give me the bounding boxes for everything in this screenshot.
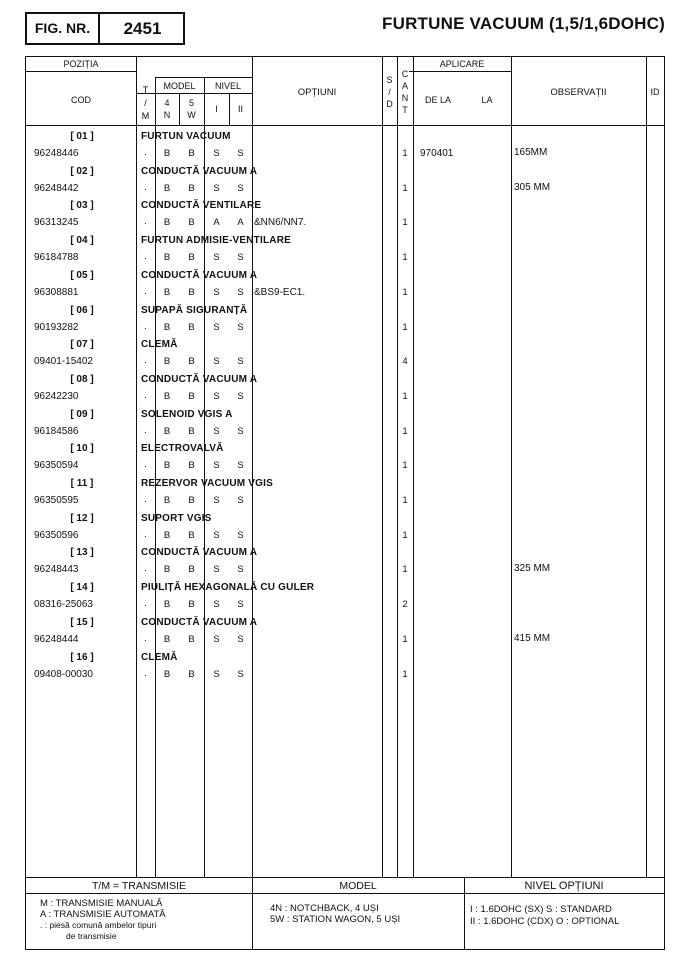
- col-optiuni: OPȚIUNI: [297, 87, 337, 98]
- part-code: 96248446: [34, 148, 79, 159]
- footer-nivel-title: NIVEL OPȚIUNI: [524, 880, 604, 892]
- part-nivel-2: S: [237, 286, 244, 298]
- part-code: 96242230: [34, 390, 79, 402]
- footer-tm-line: de transmisie: [66, 931, 117, 941]
- part-model-4n: B: [163, 182, 171, 194]
- col-cod: COD: [71, 95, 91, 105]
- part-tm: .: [144, 355, 147, 367]
- part-tm: .: [144, 494, 147, 505]
- part-name: CLEMĂ: [141, 651, 178, 663]
- part-model-4n: B: [163, 390, 171, 402]
- part-model-5w: B: [188, 217, 195, 229]
- part-qty: 4: [402, 356, 408, 368]
- part-model-5w: B: [188, 495, 195, 506]
- part-tm: .: [144, 598, 147, 610]
- part-nivel-1: S: [213, 633, 220, 645]
- part-model-4n: B: [163, 599, 171, 611]
- part-nivel-1: S: [213, 321, 220, 333]
- parts-table: [25, 56, 665, 950]
- col-model-4: 4: [164, 98, 170, 108]
- part-name: ELECTROVALVĂ: [141, 443, 224, 455]
- part-code: 09408-00030: [34, 668, 93, 680]
- col-tm-bot: M: [141, 111, 150, 121]
- part-nivel-2: S: [237, 148, 244, 159]
- part-model-4n: B: [163, 148, 171, 159]
- part-model-5w: B: [188, 564, 195, 576]
- part-nivel-1: S: [213, 356, 220, 368]
- part-name: FURTUN VACUUM: [141, 131, 231, 142]
- part-tm: .: [144, 147, 147, 158]
- col-tm-mid: /: [144, 98, 147, 108]
- part-nivel-2: A: [237, 217, 244, 229]
- part-optiuni: &NN6/NN7.: [254, 217, 307, 229]
- part-tm: .: [144, 320, 147, 332]
- col-model-5b: W: [187, 110, 196, 120]
- part-ref: [ 14 ]: [70, 582, 94, 594]
- part-model-4n: B: [163, 564, 171, 576]
- part-qty: 1: [402, 217, 408, 229]
- part-model-5w: B: [188, 599, 195, 611]
- part-name: FURTUN ADMISIE-VENTILARE: [141, 235, 291, 247]
- part-nivel-1: S: [213, 564, 220, 576]
- part-model-4n: B: [163, 460, 171, 472]
- part-observatii: 325 MM: [514, 563, 551, 575]
- part-nivel-1: S: [213, 425, 220, 437]
- part-tm: .: [144, 389, 147, 401]
- col-la: LA: [481, 95, 493, 105]
- part-name: CONDUCTĂ VACUUM A: [141, 373, 258, 385]
- footer-model-line: 5W : STATION WAGON, 5 UȘI: [270, 914, 401, 925]
- col-cant-n: N: [401, 93, 409, 103]
- col-observatii: OBSERVAȚII: [550, 87, 607, 98]
- part-qty: 1: [402, 564, 408, 576]
- part-observatii: 305 MM: [514, 181, 551, 193]
- part-model-5w: B: [188, 286, 195, 298]
- footer-nivel-line: II : 1.6DOHC (CDX) O : OPTIONAL: [470, 916, 620, 927]
- part-code: 96184586: [34, 425, 79, 437]
- part-qty: 1: [402, 390, 408, 402]
- col-model-4b: N: [163, 110, 171, 120]
- part-model-5w: B: [188, 460, 195, 472]
- part-ref: [ 07 ]: [70, 339, 94, 351]
- part-tm: .: [144, 632, 147, 644]
- part-code: 96308881: [34, 286, 79, 298]
- col-pozitia: POZIȚIA: [63, 59, 99, 69]
- part-model-5w: B: [188, 668, 195, 680]
- figure-number-box: [25, 12, 185, 45]
- part-model-5w: B: [188, 356, 195, 368]
- part-model-4n: B: [163, 217, 171, 229]
- part-code: 96248443: [34, 564, 79, 576]
- part-apply-from: 970401: [420, 148, 454, 159]
- part-model-5w: B: [188, 529, 195, 541]
- part-qty: 1: [402, 182, 408, 194]
- part-code: 96350595: [34, 495, 79, 506]
- col-nivel: NIVEL: [214, 81, 241, 91]
- part-qty: 1: [402, 460, 408, 472]
- part-nivel-1: S: [213, 495, 220, 506]
- part-nivel-1: S: [213, 599, 220, 611]
- part-name: SUPAPĂ SIGURANȚĂ: [141, 304, 248, 316]
- part-code: 96248442: [34, 182, 79, 194]
- part-qty: 2: [402, 599, 408, 611]
- part-nivel-2: S: [237, 390, 244, 402]
- part-code: 08316-25063: [34, 599, 93, 611]
- col-aplicare: APLICARE: [439, 59, 485, 69]
- part-tm: .: [144, 528, 147, 540]
- footer-tm-line: . : piesă comună ambelor tipuri: [40, 920, 157, 930]
- part-tm: .: [144, 424, 147, 436]
- part-nivel-2: S: [237, 182, 244, 194]
- part-nivel-2: S: [237, 599, 244, 611]
- part-name: CONDUCTĂ VACUUM A: [141, 269, 258, 281]
- part-qty: 1: [402, 286, 408, 298]
- part-nivel-1: S: [213, 668, 220, 680]
- part-nivel-2: S: [237, 633, 244, 645]
- part-tm: .: [144, 216, 147, 228]
- part-model-5w: B: [188, 182, 195, 194]
- page-title: FURTUNE VACUUM (1,5/1,6DOHC): [382, 14, 665, 33]
- col-sd-d: D: [386, 99, 393, 109]
- part-nivel-1: S: [213, 252, 220, 264]
- part-nivel-2: S: [237, 564, 244, 576]
- col-cant-t: T: [402, 105, 408, 115]
- part-model-4n: B: [163, 633, 171, 645]
- part-qty: 1: [402, 633, 408, 645]
- col-model: MODEL: [163, 81, 196, 91]
- part-model-5w: B: [188, 390, 195, 402]
- part-nivel-1: S: [213, 182, 220, 194]
- part-ref: [ 02 ]: [70, 165, 94, 177]
- col-sd-s: S: [386, 75, 393, 85]
- part-name: PIULIȚĂ HEXAGONALĂ CU GULER: [141, 582, 315, 594]
- part-model-4n: B: [163, 321, 171, 333]
- part-ref: [ 08 ]: [70, 373, 94, 385]
- part-ref: [ 16 ]: [70, 651, 94, 663]
- part-ref: [ 03 ]: [70, 200, 94, 212]
- part-name: CONDUCTĂ VACUUM A: [141, 547, 258, 559]
- part-qty: 1: [402, 529, 408, 541]
- part-optiuni: &BS9-EC1.: [254, 286, 306, 298]
- col-de-la: DE LA: [424, 95, 451, 105]
- part-model-4n: B: [163, 356, 171, 368]
- col-nivel-2: II: [237, 104, 243, 114]
- part-nivel-2: S: [237, 668, 244, 680]
- part-nivel-1: S: [213, 390, 220, 402]
- part-nivel-2: S: [237, 356, 244, 368]
- part-model-5w: B: [188, 425, 195, 437]
- part-qty: 1: [402, 148, 408, 159]
- part-ref: [ 13 ]: [70, 547, 94, 559]
- figure-number: 2451: [123, 19, 162, 38]
- part-name: CONDUCTĂ VACUUM A: [141, 616, 258, 628]
- part-name: CONDUCTĂ VACUUM A: [141, 165, 258, 177]
- part-model-4n: B: [163, 252, 171, 264]
- part-code: 96350594: [34, 460, 79, 472]
- part-tm: .: [144, 563, 147, 575]
- part-qty: 1: [402, 495, 408, 506]
- part-ref: [ 11 ]: [70, 478, 94, 489]
- part-name: SUPORT VGIS: [141, 512, 212, 524]
- footer-model-title: MODEL: [339, 880, 377, 892]
- part-name: CLEMĂ: [141, 339, 178, 351]
- part-tm: .: [144, 285, 147, 297]
- part-qty: 1: [402, 668, 408, 680]
- part-name: REZERVOR VACUUM VGIS: [141, 478, 273, 489]
- footer-model-line: 4N : NOTCHBACK, 4 UȘI: [270, 903, 379, 914]
- part-nivel-2: S: [237, 321, 244, 333]
- part-nivel-2: S: [237, 252, 244, 264]
- footer-tm-line: A : TRANSMISIE AUTOMATĂ: [40, 909, 166, 920]
- col-nivel-1: I: [215, 104, 218, 114]
- part-model-4n: B: [163, 425, 171, 437]
- part-qty: 1: [402, 252, 408, 264]
- part-model-5w: B: [188, 633, 195, 645]
- part-code: 96313245: [34, 217, 79, 229]
- part-ref: [ 04 ]: [70, 235, 94, 247]
- part-code: 96184788: [34, 252, 79, 264]
- part-ref: [ 05 ]: [70, 269, 94, 281]
- col-model-5: 5: [188, 98, 194, 108]
- footer-tm-line: M : TRANSMISIE MANUALĂ: [40, 898, 163, 909]
- part-code: 90193282: [34, 321, 79, 333]
- part-nivel-2: S: [237, 425, 244, 437]
- part-nivel-1: S: [213, 148, 220, 159]
- part-model-4n: B: [163, 529, 171, 541]
- part-model-5w: B: [188, 252, 195, 264]
- col-tm-top: T: [142, 85, 149, 95]
- part-tm: .: [144, 251, 147, 263]
- part-model-5w: B: [188, 321, 195, 333]
- figure-label: FIG. NR.: [27, 14, 100, 43]
- part-code: 09401-15402: [34, 356, 93, 368]
- part-nivel-2: S: [237, 495, 244, 506]
- footer-nivel-line: I : 1.6DOHC (SX) S : STANDARD: [470, 904, 612, 915]
- part-tm: .: [144, 667, 147, 679]
- part-tm: .: [144, 181, 147, 193]
- part-tm: .: [144, 459, 147, 471]
- part-code: 96350596: [34, 529, 79, 541]
- part-ref: [ 12 ]: [70, 512, 94, 524]
- part-nivel-2: S: [237, 460, 244, 472]
- part-qty: 1: [402, 425, 408, 437]
- part-ref: [ 01 ]: [70, 131, 94, 142]
- part-ref: [ 10 ]: [70, 443, 94, 455]
- part-nivel-1: S: [213, 286, 220, 298]
- part-model-4n: B: [163, 668, 171, 680]
- col-cant-a: A: [401, 81, 408, 91]
- part-ref: [ 09 ]: [70, 408, 94, 420]
- part-model-5w: B: [188, 148, 195, 159]
- part-nivel-1: S: [213, 460, 220, 472]
- part-observatii: 415 MM: [514, 632, 551, 644]
- part-code: 96248444: [34, 633, 79, 645]
- part-name: SOLENOID VGIS A: [141, 408, 233, 420]
- part-ref: [ 15 ]: [70, 616, 94, 628]
- part-nivel-2: S: [237, 529, 244, 541]
- part-model-4n: B: [163, 286, 171, 298]
- part-ref: [ 06 ]: [70, 304, 94, 316]
- part-qty: 1: [402, 321, 408, 333]
- footer-tm-title: T/M = TRANSMISIE: [91, 880, 187, 892]
- col-sd-slash: /: [388, 87, 391, 97]
- part-name: CONDUCTĂ VENTILARE: [141, 200, 262, 212]
- part-observatii: 165MM: [514, 147, 548, 158]
- part-model-4n: B: [163, 495, 171, 506]
- col-id: ID: [650, 87, 660, 97]
- part-nivel-1: A: [213, 217, 220, 229]
- part-nivel-1: S: [213, 529, 220, 541]
- col-cant-c: C: [401, 69, 409, 79]
